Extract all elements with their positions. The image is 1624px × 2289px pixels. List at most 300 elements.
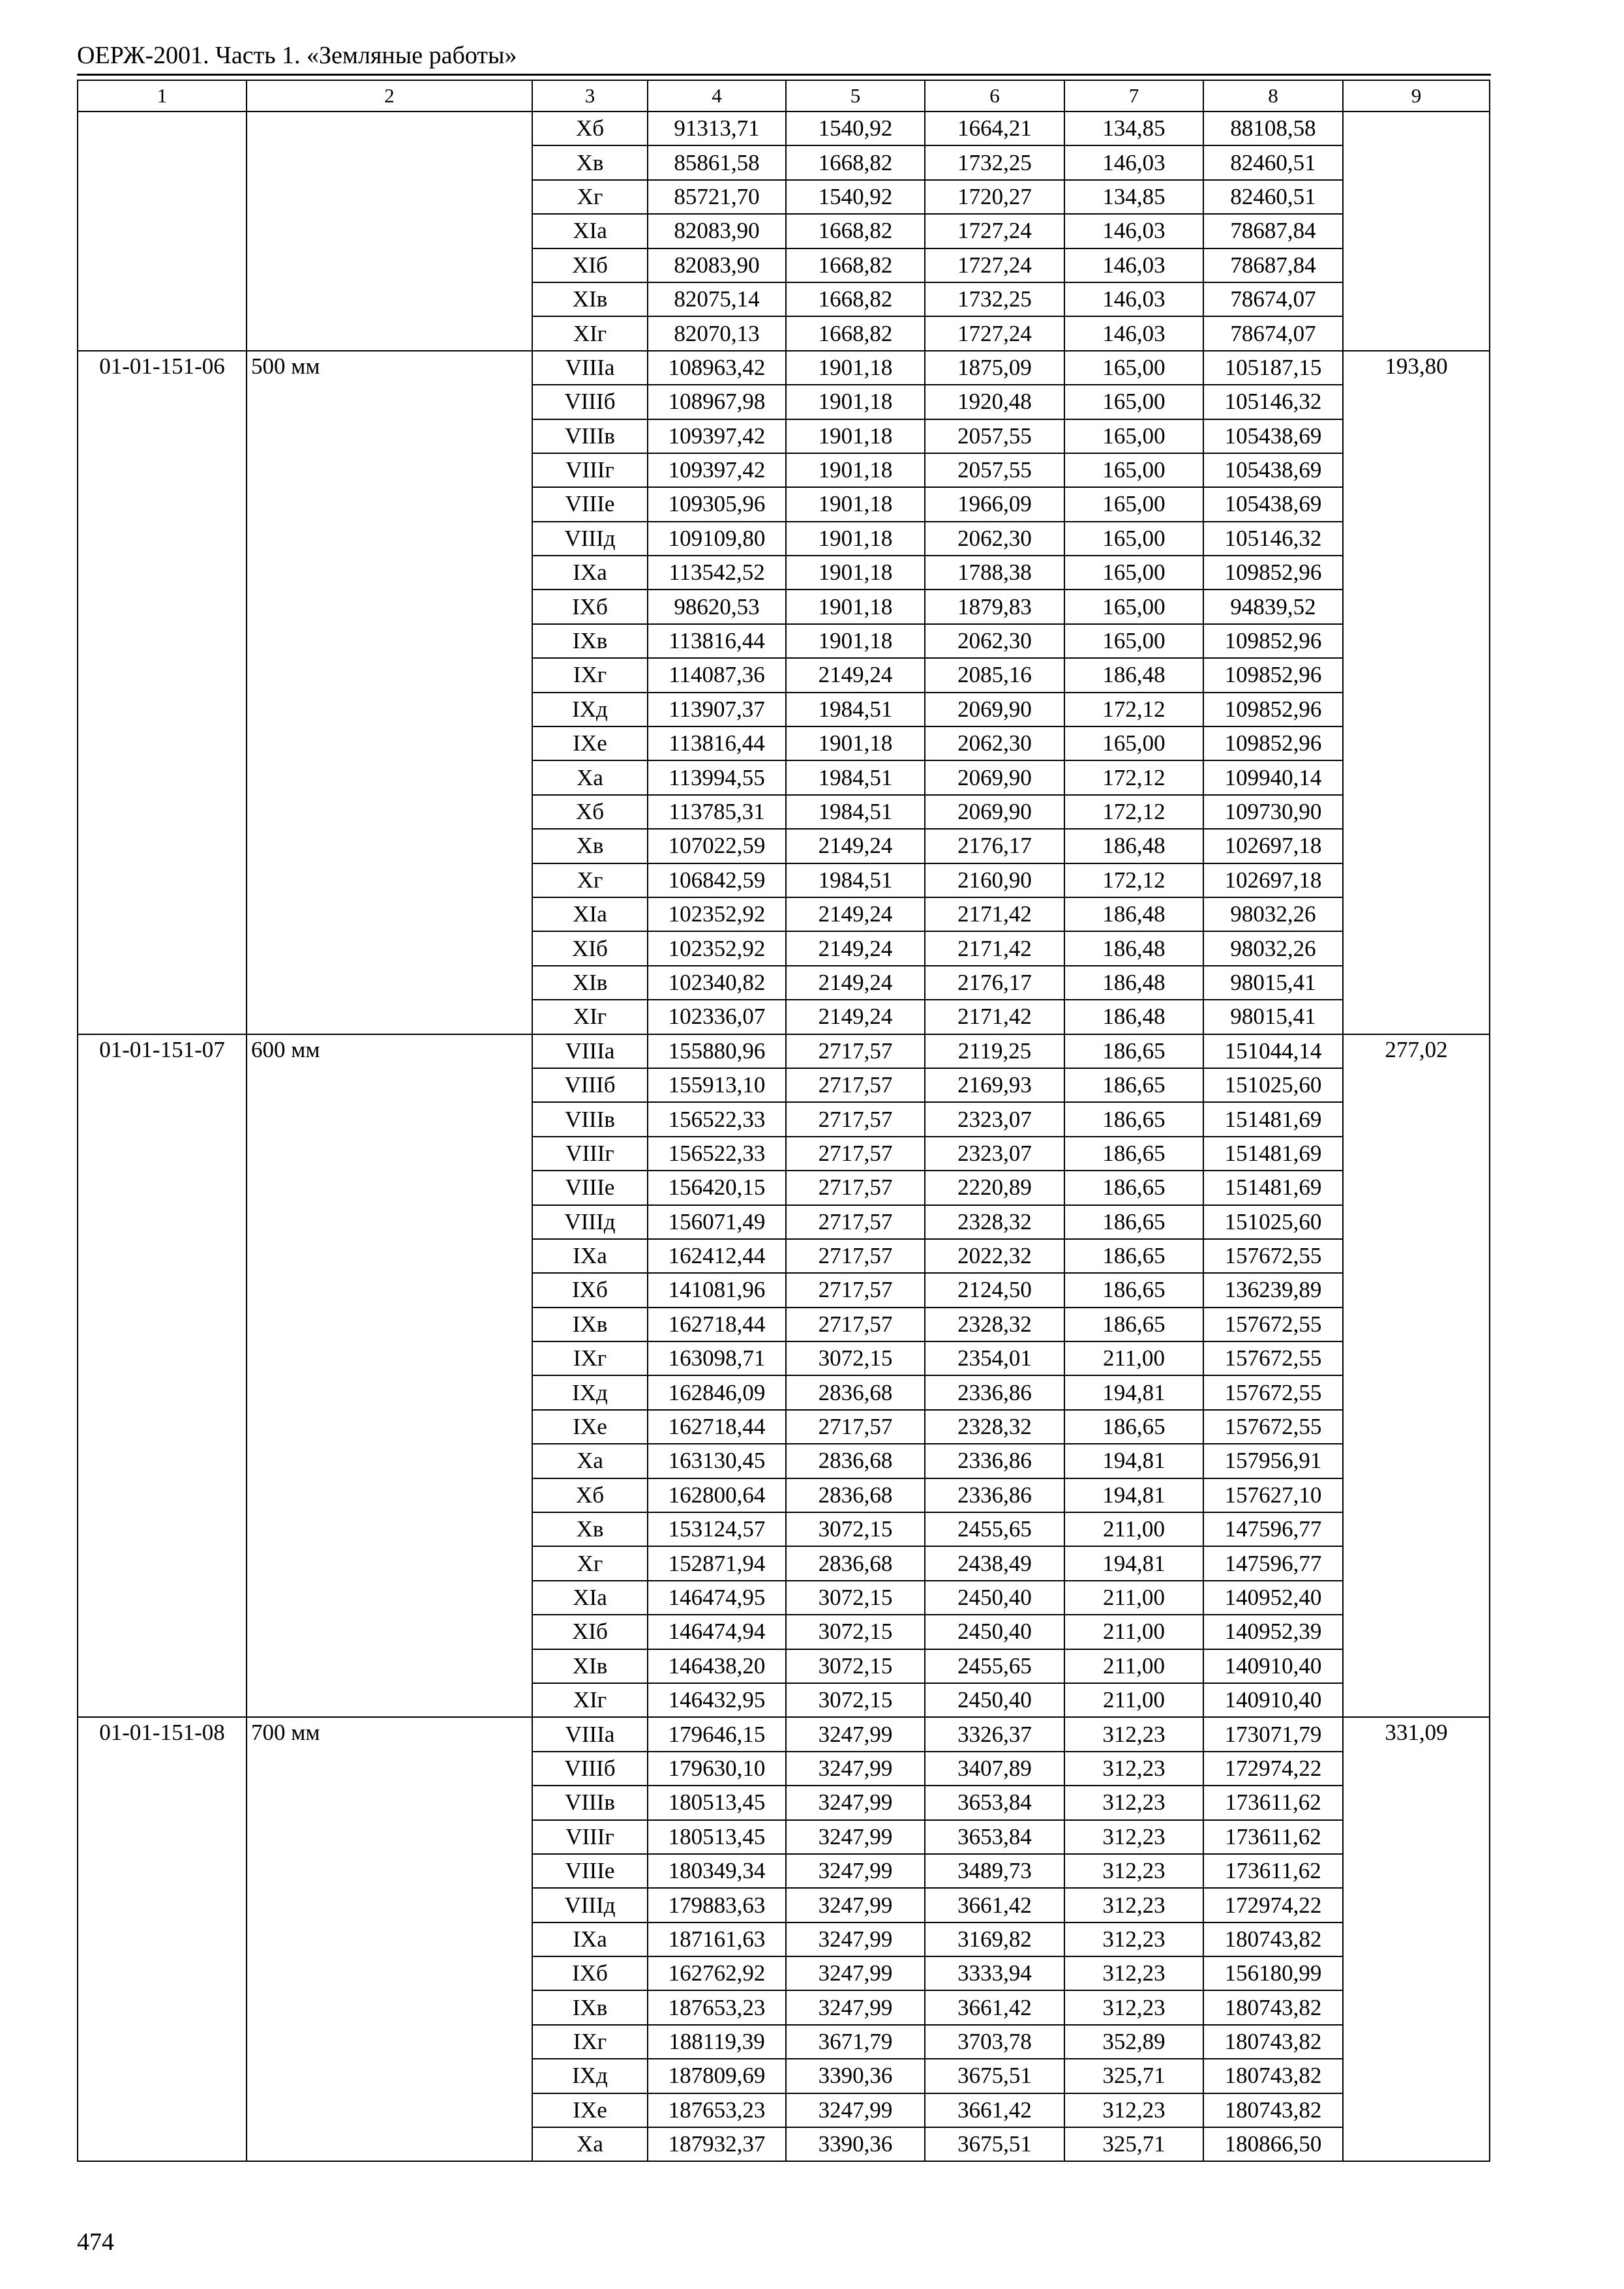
category-cell: IХе <box>532 2093 648 2127</box>
materials-cell: 151025,60 <box>1203 1205 1343 1239</box>
labor-cost-cell: 3671,79 <box>786 2025 925 2059</box>
materials-cell: 98032,26 <box>1203 897 1343 931</box>
operator-wage-cell: 312,23 <box>1064 1888 1203 1922</box>
category-cell: VIIIд <box>532 1888 648 1922</box>
operator-wage-cell: 186,48 <box>1064 829 1203 863</box>
labor-cost-cell: 3247,99 <box>786 1820 925 1854</box>
machine-cost-cell: 1879,83 <box>925 590 1064 623</box>
category-cell: IХа <box>532 556 648 590</box>
labor-cost-cell: 1901,18 <box>786 556 925 590</box>
machine-cost-cell: 2124,50 <box>925 1273 1064 1307</box>
machine-cost-cell: 2022,32 <box>925 1239 1064 1273</box>
rate-code-cell <box>78 112 247 351</box>
total-cost-cell: 180513,45 <box>648 1786 786 1819</box>
column-9-cell: 277,02 <box>1343 1034 1490 1718</box>
total-cost-cell: 113816,44 <box>648 726 786 760</box>
rate-code-cell: 01-01-151-06 <box>78 351 247 1034</box>
operator-wage-cell: 165,00 <box>1064 385 1203 419</box>
labor-cost-cell: 3247,99 <box>786 1854 925 1888</box>
operator-wage-cell: 312,23 <box>1064 1956 1203 1990</box>
labor-cost-cell: 2149,24 <box>786 966 925 1000</box>
operator-wage-cell: 211,00 <box>1064 1683 1203 1717</box>
labor-cost-cell: 2717,57 <box>786 1137 925 1171</box>
materials-cell: 102697,18 <box>1203 863 1343 897</box>
category-cell: VIIIг <box>532 453 648 487</box>
total-cost-cell: 156522,33 <box>648 1137 786 1171</box>
header-rule <box>77 74 1491 76</box>
category-cell: VIIIа <box>532 1034 648 1068</box>
machine-cost-cell: 1732,25 <box>925 145 1064 179</box>
total-cost-cell: 162718,44 <box>648 1308 786 1341</box>
pipe-size-cell: 700 мм <box>247 1717 532 2161</box>
labor-cost-cell: 2717,57 <box>786 1171 925 1204</box>
labor-cost-cell: 1901,18 <box>786 726 925 760</box>
total-cost-cell: 146432,95 <box>648 1683 786 1717</box>
operator-wage-cell: 186,65 <box>1064 1410 1203 1444</box>
materials-cell: 140910,40 <box>1203 1683 1343 1717</box>
labor-cost-cell: 1668,82 <box>786 145 925 179</box>
labor-cost-cell: 3072,15 <box>786 1649 925 1683</box>
total-cost-cell: 187932,37 <box>648 2127 786 2161</box>
category-cell: IХа <box>532 1922 648 1956</box>
category-cell: IХв <box>532 1308 648 1341</box>
machine-cost-cell: 2057,55 <box>925 453 1064 487</box>
labor-cost-cell: 1668,82 <box>786 282 925 316</box>
total-cost-cell: 106842,59 <box>648 863 786 897</box>
machine-cost-cell: 3333,94 <box>925 1956 1064 1990</box>
column-number: 6 <box>925 80 1064 112</box>
total-cost-cell: 113816,44 <box>648 624 786 658</box>
operator-wage-cell: 146,03 <box>1064 145 1203 179</box>
category-cell: IХб <box>532 590 648 623</box>
total-cost-cell: 102336,07 <box>648 1000 786 1034</box>
total-cost-cell: 162762,92 <box>648 1956 786 1990</box>
labor-cost-cell: 2717,57 <box>786 1239 925 1273</box>
total-cost-cell: 155880,96 <box>648 1034 786 1068</box>
category-cell: VIIIб <box>532 1752 648 1786</box>
total-cost-cell: 187653,23 <box>648 1990 786 2024</box>
machine-cost-cell: 3169,82 <box>925 1922 1064 1956</box>
table-row <box>78 112 1490 145</box>
materials-cell: 172974,22 <box>1203 1888 1343 1922</box>
total-cost-cell: 107022,59 <box>648 829 786 863</box>
rate-code-cell: 01-01-151-07 <box>78 1034 247 1718</box>
materials-cell: 109940,14 <box>1203 760 1343 794</box>
total-cost-cell: 113542,52 <box>648 556 786 590</box>
category-cell: ХIа <box>532 1581 648 1615</box>
machine-cost-cell: 2160,90 <box>925 863 1064 897</box>
page-number: 474 <box>77 2228 114 2256</box>
category-cell: IХе <box>532 1410 648 1444</box>
total-cost-cell: 187161,63 <box>648 1922 786 1956</box>
total-cost-cell: 156522,33 <box>648 1102 786 1136</box>
materials-cell: 173611,62 <box>1203 1820 1343 1854</box>
machine-cost-cell: 2450,40 <box>925 1581 1064 1615</box>
operator-wage-cell: 211,00 <box>1064 1649 1203 1683</box>
total-cost-cell: 102340,82 <box>648 966 786 1000</box>
column-number: 5 <box>786 80 925 112</box>
column-number: 7 <box>1064 80 1203 112</box>
labor-cost-cell: 1984,51 <box>786 863 925 897</box>
labor-cost-cell: 2717,57 <box>786 1205 925 1239</box>
materials-cell: 109852,96 <box>1203 624 1343 658</box>
machine-cost-cell: 1720,27 <box>925 180 1064 214</box>
machine-cost-cell: 1727,24 <box>925 214 1064 248</box>
materials-cell: 109730,90 <box>1203 795 1343 829</box>
machine-cost-cell: 2455,65 <box>925 1512 1064 1546</box>
materials-cell: 98015,41 <box>1203 966 1343 1000</box>
total-cost-cell: 98620,53 <box>648 590 786 623</box>
materials-cell: 157672,55 <box>1203 1308 1343 1341</box>
operator-wage-cell: 186,48 <box>1064 658 1203 692</box>
category-cell: ХIг <box>532 1683 648 1717</box>
operator-wage-cell: 172,12 <box>1064 863 1203 897</box>
machine-cost-cell: 2455,65 <box>925 1649 1064 1683</box>
labor-cost-cell: 1668,82 <box>786 316 925 350</box>
category-cell: Хв <box>532 1512 648 1546</box>
materials-cell: 157672,55 <box>1203 1375 1343 1409</box>
total-cost-cell: 179883,63 <box>648 1888 786 1922</box>
materials-cell: 151481,69 <box>1203 1102 1343 1136</box>
labor-cost-cell: 2717,57 <box>786 1273 925 1307</box>
total-cost-cell: 180513,45 <box>648 1820 786 1854</box>
category-cell: VIIIе <box>532 1171 648 1204</box>
table-row <box>78 1034 1490 1068</box>
operator-wage-cell: 172,12 <box>1064 795 1203 829</box>
table-row <box>78 351 1490 385</box>
column-number: 2 <box>247 80 532 112</box>
operator-wage-cell: 312,23 <box>1064 1717 1203 1751</box>
operator-wage-cell: 186,48 <box>1064 1000 1203 1034</box>
total-cost-cell: 179646,15 <box>648 1717 786 1751</box>
pipe-size-cell <box>247 112 532 351</box>
machine-cost-cell: 1920,48 <box>925 385 1064 419</box>
materials-cell: 105146,32 <box>1203 385 1343 419</box>
category-cell: IХв <box>532 1990 648 2024</box>
category-cell: ХIб <box>532 1615 648 1649</box>
materials-cell: 156180,99 <box>1203 1956 1343 1990</box>
operator-wage-cell: 146,03 <box>1064 316 1203 350</box>
materials-cell: 173071,79 <box>1203 1717 1343 1751</box>
machine-cost-cell: 2119,25 <box>925 1034 1064 1068</box>
operator-wage-cell: 165,00 <box>1064 624 1203 658</box>
materials-cell: 109852,96 <box>1203 556 1343 590</box>
total-cost-cell: 113994,55 <box>648 760 786 794</box>
machine-cost-cell: 2336,86 <box>925 1375 1064 1409</box>
materials-cell: 151481,69 <box>1203 1137 1343 1171</box>
operator-wage-cell: 312,23 <box>1064 1786 1203 1819</box>
total-cost-cell: 153124,57 <box>648 1512 786 1546</box>
machine-cost-cell: 3661,42 <box>925 1888 1064 1922</box>
materials-cell: 78674,07 <box>1203 316 1343 350</box>
labor-cost-cell: 2149,24 <box>786 1000 925 1034</box>
labor-cost-cell: 3247,99 <box>786 1990 925 2024</box>
operator-wage-cell: 165,00 <box>1064 590 1203 623</box>
category-cell: VIIIб <box>532 1068 648 1102</box>
operator-wage-cell: 165,00 <box>1064 351 1203 385</box>
total-cost-cell: 180349,34 <box>648 1854 786 1888</box>
materials-cell: 105438,69 <box>1203 453 1343 487</box>
category-cell: ХIв <box>532 966 648 1000</box>
operator-wage-cell: 186,65 <box>1064 1034 1203 1068</box>
total-cost-cell: 146474,95 <box>648 1581 786 1615</box>
materials-cell: 140952,39 <box>1203 1615 1343 1649</box>
machine-cost-cell: 2354,01 <box>925 1341 1064 1375</box>
category-cell: ХIб <box>532 931 648 965</box>
column-number: 1 <box>78 80 247 112</box>
labor-cost-cell: 3072,15 <box>786 1341 925 1375</box>
category-cell: IХб <box>532 1956 648 1990</box>
total-cost-cell: 146438,20 <box>648 1649 786 1683</box>
category-cell: IХв <box>532 624 648 658</box>
category-cell: IХе <box>532 726 648 760</box>
operator-wage-cell: 211,00 <box>1064 1615 1203 1649</box>
labor-cost-cell: 3247,99 <box>786 1956 925 1990</box>
category-cell: IХг <box>532 2025 648 2059</box>
machine-cost-cell: 2220,89 <box>925 1171 1064 1204</box>
operator-wage-cell: 186,65 <box>1064 1171 1203 1204</box>
total-cost-cell: 163130,45 <box>648 1444 786 1478</box>
category-cell: IХд <box>532 1375 648 1409</box>
category-cell: IХг <box>532 1341 648 1375</box>
category-cell: Ха <box>532 1444 648 1478</box>
operator-wage-cell: 186,48 <box>1064 897 1203 931</box>
operator-wage-cell: 211,00 <box>1064 1341 1203 1375</box>
total-cost-cell: 162800,64 <box>648 1478 786 1512</box>
category-cell: VIIIа <box>532 1717 648 1751</box>
total-cost-cell: 82075,14 <box>648 282 786 316</box>
category-cell: IХд <box>532 693 648 726</box>
materials-cell: 94839,52 <box>1203 590 1343 623</box>
materials-cell: 88108,58 <box>1203 112 1343 145</box>
labor-cost-cell: 3072,15 <box>786 1683 925 1717</box>
labor-cost-cell: 1668,82 <box>786 248 925 282</box>
labor-cost-cell: 1901,18 <box>786 453 925 487</box>
machine-cost-cell: 2450,40 <box>925 1615 1064 1649</box>
machine-cost-cell: 2057,55 <box>925 419 1064 453</box>
machine-cost-cell: 2069,90 <box>925 693 1064 726</box>
machine-cost-cell: 3326,37 <box>925 1717 1064 1751</box>
category-cell: ХIг <box>532 316 648 350</box>
materials-cell: 157672,55 <box>1203 1341 1343 1375</box>
materials-cell: 151025,60 <box>1203 1068 1343 1102</box>
total-cost-cell: 82083,90 <box>648 214 786 248</box>
category-cell: IХб <box>532 1273 648 1307</box>
price-table <box>77 80 1490 2162</box>
operator-wage-cell: 186,48 <box>1064 931 1203 965</box>
operator-wage-cell: 134,85 <box>1064 112 1203 145</box>
labor-cost-cell: 1901,18 <box>786 351 925 385</box>
total-cost-cell: 162718,44 <box>648 1410 786 1444</box>
total-cost-cell: 163098,71 <box>648 1341 786 1375</box>
labor-cost-cell: 2836,68 <box>786 1478 925 1512</box>
column-9-cell: 193,80 <box>1343 351 1490 1034</box>
materials-cell: 78674,07 <box>1203 282 1343 316</box>
materials-cell: 140910,40 <box>1203 1649 1343 1683</box>
machine-cost-cell: 2171,42 <box>925 1000 1064 1034</box>
category-cell: Ха <box>532 2127 648 2161</box>
total-cost-cell: 156420,15 <box>648 1171 786 1204</box>
table-body <box>78 80 1490 2161</box>
column-9-cell <box>1343 112 1490 351</box>
total-cost-cell: 113907,37 <box>648 693 786 726</box>
rate-code-cell: 01-01-151-08 <box>78 1717 247 2161</box>
machine-cost-cell: 2171,42 <box>925 897 1064 931</box>
materials-cell: 173611,62 <box>1203 1786 1343 1819</box>
labor-cost-cell: 1901,18 <box>786 590 925 623</box>
materials-cell: 180743,82 <box>1203 1990 1343 2024</box>
machine-cost-cell: 3407,89 <box>925 1752 1064 1786</box>
total-cost-cell: 162412,44 <box>648 1239 786 1273</box>
labor-cost-cell: 3072,15 <box>786 1512 925 1546</box>
operator-wage-cell: 186,65 <box>1064 1239 1203 1273</box>
machine-cost-cell: 3675,51 <box>925 2059 1064 2093</box>
machine-cost-cell: 1732,25 <box>925 282 1064 316</box>
materials-cell: 109852,96 <box>1203 658 1343 692</box>
machine-cost-cell: 2450,40 <box>925 1683 1064 1717</box>
total-cost-cell: 82083,90 <box>648 248 786 282</box>
machine-cost-cell: 3675,51 <box>925 2127 1064 2161</box>
category-cell: Хб <box>532 795 648 829</box>
materials-cell: 78687,84 <box>1203 214 1343 248</box>
category-cell: VIIIв <box>532 419 648 453</box>
category-cell: VIIIв <box>532 1786 648 1819</box>
operator-wage-cell: 194,81 <box>1064 1478 1203 1512</box>
operator-wage-cell: 186,65 <box>1064 1102 1203 1136</box>
column-number: 9 <box>1343 80 1490 112</box>
total-cost-cell: 108967,98 <box>648 385 786 419</box>
operator-wage-cell: 165,00 <box>1064 726 1203 760</box>
labor-cost-cell: 2149,24 <box>786 658 925 692</box>
category-cell: VIIIа <box>532 351 648 385</box>
operator-wage-cell: 211,00 <box>1064 1512 1203 1546</box>
materials-cell: 102697,18 <box>1203 829 1343 863</box>
machine-cost-cell: 2085,16 <box>925 658 1064 692</box>
materials-cell: 147596,77 <box>1203 1512 1343 1546</box>
total-cost-cell: 109397,42 <box>648 453 786 487</box>
machine-cost-cell: 2169,93 <box>925 1068 1064 1102</box>
category-cell: VIIIе <box>532 487 648 521</box>
category-cell: ХIг <box>532 1000 648 1034</box>
operator-wage-cell: 194,81 <box>1064 1444 1203 1478</box>
total-cost-cell: 114087,36 <box>648 658 786 692</box>
operator-wage-cell: 312,23 <box>1064 1752 1203 1786</box>
total-cost-cell: 187653,23 <box>648 2093 786 2127</box>
pipe-size-cell: 500 мм <box>247 351 532 1034</box>
category-cell: Хв <box>532 145 648 179</box>
operator-wage-cell: 194,81 <box>1064 1546 1203 1580</box>
total-cost-cell: 179630,10 <box>648 1752 786 1786</box>
total-cost-cell: 82070,13 <box>648 316 786 350</box>
operator-wage-cell: 165,00 <box>1064 556 1203 590</box>
machine-cost-cell: 2323,07 <box>925 1137 1064 1171</box>
column-number: 8 <box>1203 80 1343 112</box>
materials-cell: 157627,10 <box>1203 1478 1343 1512</box>
labor-cost-cell: 1984,51 <box>786 693 925 726</box>
machine-cost-cell: 1727,24 <box>925 248 1064 282</box>
category-cell: VIIIе <box>532 1854 648 1888</box>
materials-cell: 180743,82 <box>1203 2025 1343 2059</box>
total-cost-cell: 156071,49 <box>648 1205 786 1239</box>
labor-cost-cell: 2149,24 <box>786 931 925 965</box>
machine-cost-cell: 2176,17 <box>925 829 1064 863</box>
labor-cost-cell: 1668,82 <box>786 214 925 248</box>
total-cost-cell: 91313,71 <box>648 112 786 145</box>
machine-cost-cell: 2171,42 <box>925 931 1064 965</box>
category-cell: ХIа <box>532 897 648 931</box>
category-cell: ХIв <box>532 1649 648 1683</box>
materials-cell: 105146,32 <box>1203 522 1343 556</box>
operator-wage-cell: 172,12 <box>1064 693 1203 726</box>
table-row <box>78 1717 1490 1751</box>
column-number: 4 <box>648 80 786 112</box>
category-cell: Ха <box>532 760 648 794</box>
machine-cost-cell: 2323,07 <box>925 1102 1064 1136</box>
operator-wage-cell: 325,71 <box>1064 2059 1203 2093</box>
machine-cost-cell: 2069,90 <box>925 795 1064 829</box>
operator-wage-cell: 186,65 <box>1064 1137 1203 1171</box>
machine-cost-cell: 3661,42 <box>925 1990 1064 2024</box>
operator-wage-cell: 146,03 <box>1064 214 1203 248</box>
labor-cost-cell: 2836,68 <box>786 1375 925 1409</box>
category-cell: VIIIв <box>532 1102 648 1136</box>
labor-cost-cell: 3390,36 <box>786 2059 925 2093</box>
operator-wage-cell: 134,85 <box>1064 180 1203 214</box>
total-cost-cell: 113785,31 <box>648 795 786 829</box>
materials-cell: 180743,82 <box>1203 2059 1343 2093</box>
machine-cost-cell: 3661,42 <box>925 2093 1064 2127</box>
machine-cost-cell: 2069,90 <box>925 760 1064 794</box>
total-cost-cell: 187809,69 <box>648 2059 786 2093</box>
labor-cost-cell: 3247,99 <box>786 1752 925 1786</box>
category-cell: VIIIд <box>532 522 648 556</box>
materials-cell: 140952,40 <box>1203 1581 1343 1615</box>
category-cell: Хб <box>532 112 648 145</box>
materials-cell: 98015,41 <box>1203 1000 1343 1034</box>
total-cost-cell: 109109,80 <box>648 522 786 556</box>
materials-cell: 157672,55 <box>1203 1410 1343 1444</box>
operator-wage-cell: 312,23 <box>1064 1854 1203 1888</box>
materials-cell: 105187,15 <box>1203 351 1343 385</box>
operator-wage-cell: 165,00 <box>1064 487 1203 521</box>
machine-cost-cell: 2062,30 <box>925 726 1064 760</box>
labor-cost-cell: 2717,57 <box>786 1308 925 1341</box>
category-cell: IХа <box>532 1239 648 1273</box>
column-number-row <box>78 80 1490 112</box>
operator-wage-cell: 165,00 <box>1064 522 1203 556</box>
operator-wage-cell: 165,00 <box>1064 453 1203 487</box>
category-cell: IХг <box>532 658 648 692</box>
category-cell: Хг <box>532 180 648 214</box>
machine-cost-cell: 1788,38 <box>925 556 1064 590</box>
machine-cost-cell: 2176,17 <box>925 966 1064 1000</box>
machine-cost-cell: 1966,09 <box>925 487 1064 521</box>
machine-cost-cell: 2336,86 <box>925 1478 1064 1512</box>
total-cost-cell: 85721,70 <box>648 180 786 214</box>
labor-cost-cell: 3072,15 <box>786 1615 925 1649</box>
total-cost-cell: 152871,94 <box>648 1546 786 1580</box>
operator-wage-cell: 186,48 <box>1064 966 1203 1000</box>
machine-cost-cell: 2438,49 <box>925 1546 1064 1580</box>
labor-cost-cell: 3247,99 <box>786 1717 925 1751</box>
machine-cost-cell: 2328,32 <box>925 1308 1064 1341</box>
machine-cost-cell: 2062,30 <box>925 624 1064 658</box>
labor-cost-cell: 3247,99 <box>786 2093 925 2127</box>
materials-cell: 157672,55 <box>1203 1239 1343 1273</box>
total-cost-cell: 109397,42 <box>648 419 786 453</box>
operator-wage-cell: 186,65 <box>1064 1205 1203 1239</box>
materials-cell: 98032,26 <box>1203 931 1343 965</box>
